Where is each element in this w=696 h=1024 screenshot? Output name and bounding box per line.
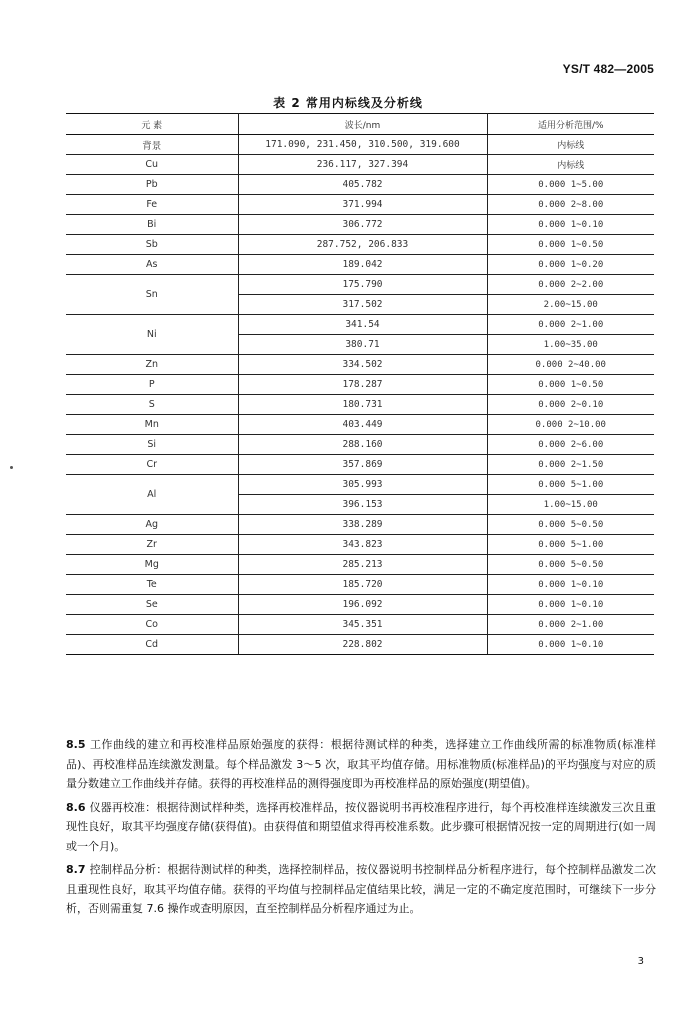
wavelength-cell: 380.71: [238, 335, 487, 355]
wavelength-cell: 236.117, 327.394: [238, 155, 487, 175]
table-row: [66, 355, 654, 375]
range-cell: 0.000 5~0.50: [487, 515, 654, 535]
paragraph-number: 8.7: [66, 863, 86, 876]
table-row: [66, 275, 654, 295]
element-cell: Cr: [66, 455, 238, 475]
table-row: [66, 635, 654, 655]
element-cell: 背景: [66, 135, 238, 155]
table-row: [66, 375, 654, 395]
range-cell: 0.000 2~8.00: [487, 195, 654, 215]
spectral-lines-table: [66, 113, 654, 655]
range-cell: 0.000 2~1.00: [487, 615, 654, 635]
paragraph-8-6: [66, 798, 656, 857]
range-cell: 0.000 1~0.20: [487, 255, 654, 275]
range-cell: 0.000 1~0.10: [487, 215, 654, 235]
range-cell: 0.000 5~0.50: [487, 555, 654, 575]
wavelength-cell: 396.153: [238, 495, 487, 515]
table-row: [66, 415, 654, 435]
element-cell: Mn: [66, 415, 238, 435]
table-row: [66, 215, 654, 235]
table-row: [66, 235, 654, 255]
element-cell: Co: [66, 615, 238, 635]
range-cell: 0.000 5~1.00: [487, 475, 654, 495]
table-row: [66, 595, 654, 615]
paragraph-text: 仪器再校准：根据待测试样种类，选择再校准样品，按仪器说明书再校准程序进行，每个再校准样连续激发三次且重现性良好，取其平均强度存储(获得值)。由获得值和期望值求得再校准系数。此步骤可根据情况按一定的周期进行(如一周或一个月)。: [66, 800, 656, 853]
wavelength-cell: 185.720: [238, 575, 487, 595]
range-cell: 1.00~35.00: [487, 335, 654, 355]
table-row: [66, 575, 654, 595]
range-cell: 0.000 5~1.00: [487, 535, 654, 555]
range-cell: 0.000 1~0.50: [487, 375, 654, 395]
wavelength-cell: 171.090, 231.450, 310.500, 319.600: [238, 135, 487, 155]
wavelength-cell: 341.54: [238, 315, 487, 335]
element-cell: Sb: [66, 235, 238, 255]
table-row: [66, 315, 654, 335]
range-cell: 0.000 2~1.00: [487, 315, 654, 335]
element-cell: Cu: [66, 155, 238, 175]
paragraph-8-7: [66, 860, 656, 919]
wavelength-cell: 305.993: [238, 475, 487, 495]
wavelength-cell: 357.869: [238, 455, 487, 475]
wavelength-cell: 405.782: [238, 175, 487, 195]
wavelength-cell: 196.092: [238, 595, 487, 615]
paragraph-8-5: [66, 735, 656, 794]
paragraph-number: 8.6: [66, 800, 86, 814]
table-row: [66, 395, 654, 415]
table-header-row: [66, 114, 654, 135]
wavelength-cell: 285.213: [238, 555, 487, 575]
scan-speck: [10, 466, 13, 469]
table-row: [66, 155, 654, 175]
table-row: [66, 475, 654, 495]
element-cell: Bi: [66, 215, 238, 235]
range-cell: 2.00~15.00: [487, 295, 654, 315]
element-cell: Sn: [66, 275, 238, 315]
header-element: 元 素: [66, 114, 238, 135]
element-cell: Se: [66, 595, 238, 615]
element-cell: As: [66, 255, 238, 275]
wavelength-cell: 371.994: [238, 195, 487, 215]
header-range: 适用分析范围/%: [487, 114, 654, 135]
wavelength-cell: 338.289: [238, 515, 487, 535]
element-cell: Ag: [66, 515, 238, 535]
element-cell: Zn: [66, 355, 238, 375]
element-cell: Ni: [66, 315, 238, 355]
range-cell: 1.00~15.00: [487, 495, 654, 515]
wavelength-cell: 306.772: [238, 215, 487, 235]
wavelength-cell: 175.790: [238, 275, 487, 295]
wavelength-cell: 317.502: [238, 295, 487, 315]
wavelength-cell: 180.731: [238, 395, 487, 415]
paragraph-text: 工作曲线的建立和再校准样品原始强度的获得：根据待测试样的种类，选择建立工作曲线所需的标准物质(标准样品)、再校准样品连续激发测量。每个样品激发 3～5 次，取其平均值存储。用标准物质(标准样品)的平均强度与对应的质量分数建立工作曲线并存储。获得的再校准样品的测得强度即为再校准样品的原始强度(期望值)。: [66, 738, 656, 790]
element-cell: P: [66, 375, 238, 395]
range-cell: 0.000 2~2.00: [487, 275, 654, 295]
range-cell: 0.000 1~0.50: [487, 235, 654, 255]
wavelength-cell: 343.823: [238, 535, 487, 555]
table-row: [66, 615, 654, 635]
table-title: 表 2 常用内标线及分析线: [273, 96, 423, 110]
table-row: [66, 515, 654, 535]
wavelength-cell: 189.042: [238, 255, 487, 275]
paragraph-text: 控制样品分析：根据待测试样的种类，选择控制样品，按仪器说明书控制样品分析程序进行，每个控制样品激发二次且重现性良好，取其平均值存储。获得的平均值与控制样品定值结果比较，满足一定的不确定度范围时，可继续下一步分析，否则需重复 7.6 操作或查明原因，直至控制样品分析程序通过为止。: [66, 863, 656, 915]
element-cell: Cd: [66, 635, 238, 655]
wavelength-cell: 345.351: [238, 615, 487, 635]
standard-code: YS/T 482—2005: [562, 62, 654, 76]
page-number: 3: [637, 956, 644, 967]
element-cell: Al: [66, 475, 238, 515]
range-cell: 内标线: [487, 155, 654, 175]
table-row: [66, 435, 654, 455]
range-cell: 0.000 1~5.00: [487, 175, 654, 195]
table-row: [66, 535, 654, 555]
wavelength-cell: 334.502: [238, 355, 487, 375]
element-cell: Si: [66, 435, 238, 455]
wavelength-cell: 287.752, 206.833: [238, 235, 487, 255]
element-cell: Pb: [66, 175, 238, 195]
table-row: [66, 195, 654, 215]
range-cell: 0.000 1~0.10: [487, 635, 654, 655]
paragraph-number: 8.5: [66, 738, 86, 751]
body-text: [66, 735, 656, 923]
table-row: [66, 555, 654, 575]
range-cell: 0.000 2~40.00: [487, 355, 654, 375]
range-cell: 0.000 2~0.10: [487, 395, 654, 415]
range-cell: 0.000 1~0.10: [487, 595, 654, 615]
element-cell: S: [66, 395, 238, 415]
table-row: [66, 455, 654, 475]
wavelength-cell: 403.449: [238, 415, 487, 435]
wavelength-cell: 178.287: [238, 375, 487, 395]
table-row: [66, 175, 654, 195]
element-cell: Fe: [66, 195, 238, 215]
table-row: [66, 135, 654, 155]
wavelength-cell: 228.802: [238, 635, 487, 655]
header-wavelength: 波长/nm: [238, 114, 487, 135]
range-cell: 0.000 1~0.10: [487, 575, 654, 595]
range-cell: 0.000 2~1.50: [487, 455, 654, 475]
range-cell: 内标线: [487, 135, 654, 155]
range-cell: 0.000 2~6.00: [487, 435, 654, 455]
wavelength-cell: 288.160: [238, 435, 487, 455]
element-cell: Mg: [66, 555, 238, 575]
element-cell: Te: [66, 575, 238, 595]
table-row: [66, 255, 654, 275]
range-cell: 0.000 2~10.00: [487, 415, 654, 435]
element-cell: Zr: [66, 535, 238, 555]
